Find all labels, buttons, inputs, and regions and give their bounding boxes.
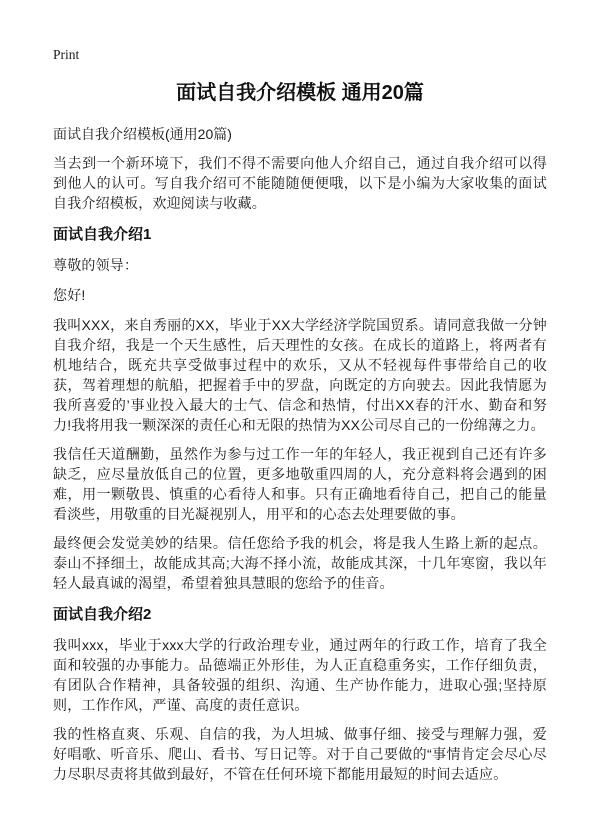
section2-paragraph-2: 我的性格直爽、乐观、自信的我，为人坦城、做事仔细、接受与理解力强，爱好唱歌、听音乐、爬山、看书、写日记等。对于自己要做的“事情肯定会尽心尽力尽职尽责将其做到最好，不管在任何环境下都能用最短的时间去适应。 xyxy=(53,726,547,782)
section-heading-2: 面试自我介绍2 xyxy=(53,606,152,623)
section-heading-1: 面试自我介绍1 xyxy=(53,226,152,243)
print-button[interactable]: Print xyxy=(53,47,80,62)
salutation-line: 尊敬的领导： xyxy=(53,257,139,273)
section1-paragraph-2: 我信任天道酬勤，虽然作为参与过工作一年的年轻人，我正视到自己还有许多缺乏，应尽量放低自己的位置，更多地敬重四周的人，充分意料将会遇到的困难，用一颗敬畏、慎重的心看待人和事。只有正确地看待自己，把自己的能量看淡些，用敬重的目光凝视别人，用平和的心态去处理要做的事。 xyxy=(53,446,547,522)
section1-paragraph-3: 最终便会发觉美妙的结果。信任您给予我的机会，将是我人生路上新的起点。泰山不择细土，故能成其高;大海不择小流，故能成其深，十几年寒窗，我以年轻人最真诚的渴望，希望着独具慧眼的您给予的佳音。 xyxy=(53,535,547,591)
section1-paragraph-1: 我叫XXX，来自秀丽的XX，毕业于XX大学经济学院国贸系。请同意我做一分钟自我介绍，我是一个天生感性，后天理性的女孩。在成长的道路上，将两者有机地结合，既充共享受做事过程中的欢乐，又从不轻视每件事带给自己的收获，驾着理想的航船，把握着手中的罗盘，向既定的方向驶去。因此我情愿为我所喜爱的’事业投入最大的士气、信念和热情，付出XX春的汗水、勤奋和努力!我将用我一颗深深的责任心和无限的热情为XX公司尽自己的一份绵薄之力。 xyxy=(53,317,547,433)
document-subtitle: 面试自我介绍模板(通用20篇) xyxy=(53,126,232,142)
greeting-line: 您好! xyxy=(53,287,86,303)
intro-paragraph: 当去到一个新环境下，我们不得不需要向他人介绍自己，通过自我介绍可以得到他人的认可。写自我介绍可不能随随便便哦，以下是小编为大家收集的面试自我介绍模板，欢迎阅读与收藏。 xyxy=(53,155,547,211)
page-title: 面试自我介绍模板 通用20篇 xyxy=(176,82,424,104)
section2-paragraph-1: 我叫xxx，毕业于xxx大学的行政治理专业，通过两年的行政工作，培育了我全面和较强的办事能力。品德端正外形佳，为人正直稳重务实，工作仔细负责，有团队合作精神，具备较强的组织、沟通、生产协作能力，进取心强;坚持原则，工作作风，严谨、高度的责任意识。 xyxy=(53,637,548,713)
